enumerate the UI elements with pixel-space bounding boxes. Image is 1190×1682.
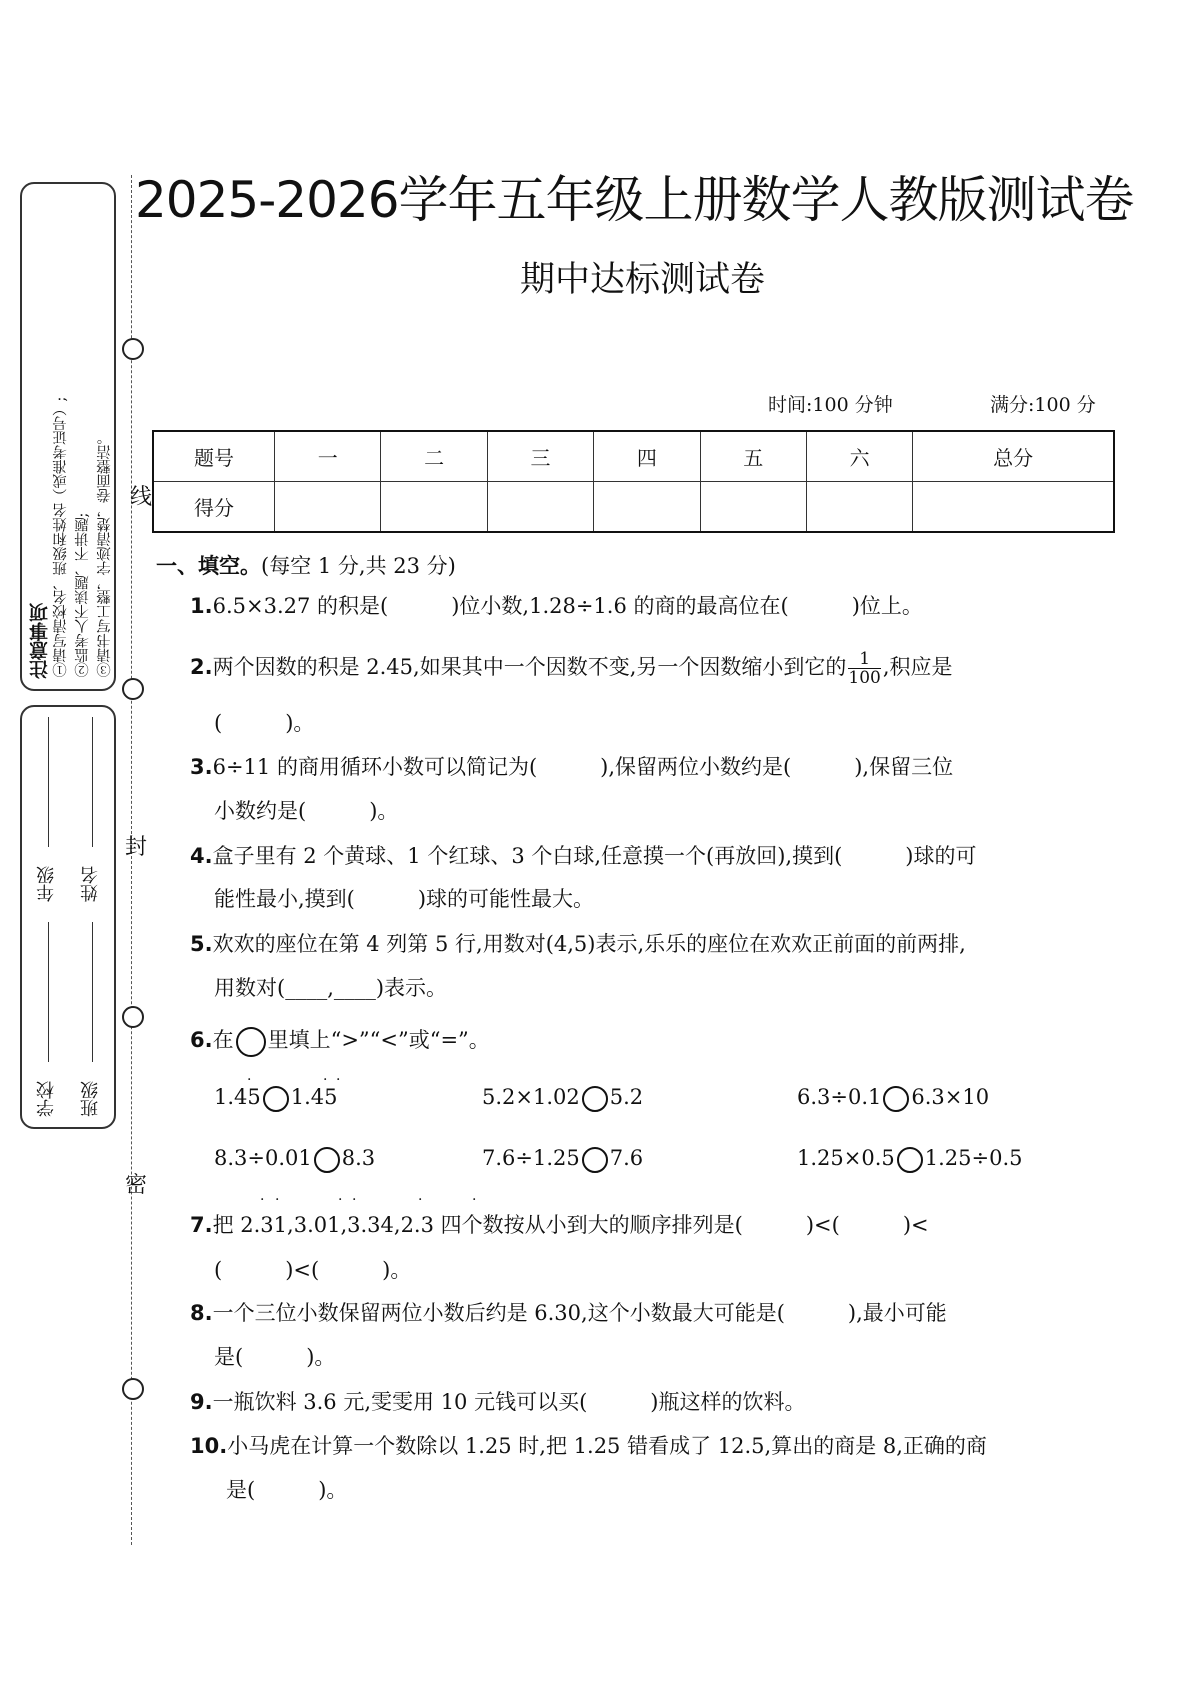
score-table-header-row: [153, 431, 1114, 482]
field-name-line[interactable]: [92, 717, 93, 847]
binding-hole: [122, 1378, 144, 1400]
field-class-line[interactable]: [92, 922, 93, 1062]
repeat-dot: ·: [338, 1192, 343, 1208]
score-cell[interactable]: [913, 482, 1114, 533]
question-text: ,积应是: [882, 655, 953, 679]
comparison-item: [482, 1085, 643, 1112]
notice-item-1: ①请写清校名、班级和姓名（或准考证号）;: [53, 396, 69, 677]
question-1: [190, 584, 923, 628]
student-info-box: [20, 705, 116, 1129]
question-text: 一瓶饮料 3.6 元,雯雯用 10 元钱可以买( )瓶这样的饮料。: [212, 1390, 806, 1414]
question-text: 6÷11 的商用循环小数可以简记为( ),保留两位小数约是( ),保留三位: [212, 755, 954, 779]
field-class-label: 班级: [80, 1081, 101, 1117]
fraction: [848, 650, 880, 687]
repeat-dot: ·: [247, 1072, 252, 1088]
answer-circle[interactable]: [582, 1086, 608, 1112]
field-school-label: 学校: [36, 1081, 57, 1117]
question-5: [190, 922, 966, 966]
table-header-cell: 五: [700, 431, 806, 482]
notice-item-3: ③请书写工整，字迹清楚，卷面整洁。: [97, 430, 113, 677]
comparison-right: 8.3: [341, 1146, 376, 1170]
table-header-cell: 二: [381, 431, 487, 482]
question-number: 10.: [190, 1434, 228, 1458]
answer-circle[interactable]: [883, 1086, 909, 1112]
score-table: [152, 430, 1115, 533]
score-cell[interactable]: [487, 482, 593, 533]
comparison-left: 1.45: [214, 1085, 261, 1109]
question-4: [190, 834, 977, 878]
comparison-right: 1.45: [290, 1085, 338, 1109]
question-text: 一个三位小数保留两位小数后约是 6.30,这个小数最大可能是( ),最小可能: [212, 1301, 947, 1325]
question-7-line-2: ( )<( )。: [214, 1258, 412, 1282]
compare-circle-icon: [236, 1027, 266, 1057]
fraction-numerator: 1: [848, 650, 880, 669]
comparison-right: 7.6: [609, 1146, 644, 1170]
repeat-dot: ·: [352, 1192, 357, 1208]
question-number: 6.: [190, 1028, 213, 1052]
repeat-dot: ·: [275, 1192, 280, 1208]
comparison-right: 6.3×10: [911, 1085, 990, 1109]
section-heading: [156, 550, 456, 580]
table-header-cell: 三: [487, 431, 593, 482]
question-7: [190, 1203, 929, 1247]
question-text: 两个因数的积是 2.45,如果其中一个因数不变,另一个因数缩小到它的: [212, 655, 847, 679]
score-cell[interactable]: [381, 482, 487, 533]
field-grade-line[interactable]: [48, 717, 49, 847]
comparison-left: 1.25×0.5: [797, 1146, 895, 1170]
question-number: 2.: [190, 655, 213, 679]
question-5-line-2: 用数对(____,____)表示。: [214, 976, 448, 1000]
score-cell[interactable]: [700, 482, 806, 533]
question-text: 盒子里有 2 个黄球、1 个红球、3 个白球,任意摸一个(再放回),摸到( )球的可: [212, 844, 977, 868]
question-text: 欢欢的座位在第 4 列第 5 行,用数对(4,5)表示,乐乐的座位在欢欢正前面的前两排,: [212, 932, 966, 956]
repeat-dot: ·: [418, 1192, 423, 1208]
question-number: 7.: [190, 1213, 213, 1237]
question-text: 在: [212, 1028, 234, 1052]
comparison-left: 8.3÷0.01: [214, 1146, 312, 1170]
question-text: 6.5×3.27 的积是( )位小数,1.28÷1.6 的商的最高位在( )位上。: [212, 594, 923, 618]
binding-word-mi: 密: [125, 1173, 148, 1198]
question-number: 1.: [190, 594, 213, 618]
question-3-line-2: 小数约是( )。: [214, 799, 399, 823]
score-table-score-row: [153, 482, 1114, 533]
field-grade-label: 年级: [36, 866, 57, 902]
comparison-left: 7.6÷1.25: [482, 1146, 580, 1170]
table-header-cell: 一: [275, 431, 381, 482]
field-name-label: 姓名: [80, 866, 101, 902]
binding-hole: [122, 678, 144, 700]
comparison-item: [482, 1146, 643, 1173]
table-header-cell: 题号: [153, 431, 275, 482]
question-10-line-2: 是( )。: [226, 1478, 348, 1502]
page-title: 2025-2026学年五年级上册数学人教版测试卷: [135, 171, 1134, 229]
repeat-dot: ·: [336, 1072, 341, 1088]
answer-circle[interactable]: [582, 1147, 608, 1173]
comparison-left: 5.2×1.02: [482, 1085, 580, 1109]
answer-circle[interactable]: [314, 1147, 340, 1173]
question-text: 小马虎在计算一个数除以 1.25 时,把 1.25 错看成了 12.5,算出的商是 8,正确的商: [227, 1434, 987, 1458]
section-title: 一、填空。: [156, 554, 261, 578]
question-text: 把 2.31,3.01,3.34,2.3 四个数按从小到大的顺序排列是( )<( )<: [212, 1213, 929, 1237]
comparison-right: 1.25÷0.5: [924, 1146, 1023, 1170]
field-school-line[interactable]: [48, 922, 49, 1062]
fraction-denominator: 100: [848, 668, 881, 688]
comparison-right: 5.2: [609, 1085, 644, 1109]
table-header-cell: 六: [806, 431, 912, 482]
question-9: [190, 1380, 805, 1424]
exam-time: 时间:100 分钟: [768, 394, 893, 416]
binding-word-feng: 封: [125, 835, 148, 860]
table-header-cell: 四: [594, 431, 700, 482]
comparison-item: [797, 1085, 989, 1112]
repeat-dot: ·: [260, 1192, 265, 1208]
question-3: [190, 745, 953, 789]
binding-hole: [122, 1006, 144, 1028]
comparison-left: 6.3÷0.1: [797, 1085, 882, 1109]
question-number: 3.: [190, 755, 213, 779]
exam-full-score: 满分:100 分: [990, 394, 1096, 416]
section-note: (每空 1 分,共 23 分): [261, 554, 456, 578]
comparison-item: [797, 1146, 1023, 1173]
question-number: 8.: [190, 1301, 213, 1325]
question-text: 里填上“>”“<”或“=”。: [267, 1028, 490, 1052]
repeat-dot: ·: [472, 1192, 477, 1208]
question-8-line-2: 是( )。: [214, 1345, 336, 1369]
page-subtitle: 期中达标测试卷: [519, 260, 765, 300]
score-cell[interactable]: [275, 482, 381, 533]
comparison-item: [214, 1085, 338, 1112]
score-cell[interactable]: [594, 482, 700, 533]
question-4-line-2: 能性最小,摸到( )球的可能性最大。: [214, 887, 595, 911]
question-number: 5.: [190, 932, 213, 956]
binding-hole: [122, 338, 144, 360]
notice-title: 注意事项: [29, 603, 51, 679]
question-8: [190, 1291, 947, 1335]
question-6: [190, 1018, 490, 1062]
question-number: 4.: [190, 844, 213, 868]
notice-item-2: ②监考人不读题、不讲题;: [75, 512, 91, 677]
comparison-item: [214, 1146, 375, 1173]
table-header-cell: 总分: [913, 431, 1114, 482]
question-2: [190, 645, 953, 689]
table-row-label: 得分: [153, 482, 275, 533]
question-2-line-2: ( )。: [214, 711, 315, 735]
score-cell[interactable]: [806, 482, 912, 533]
question-10: [190, 1424, 987, 1468]
answer-circle[interactable]: [263, 1086, 289, 1112]
binding-word-xian: 线: [130, 485, 153, 510]
answer-circle[interactable]: [897, 1147, 923, 1173]
question-number: 9.: [190, 1390, 213, 1414]
repeat-dot: ·: [323, 1072, 328, 1088]
